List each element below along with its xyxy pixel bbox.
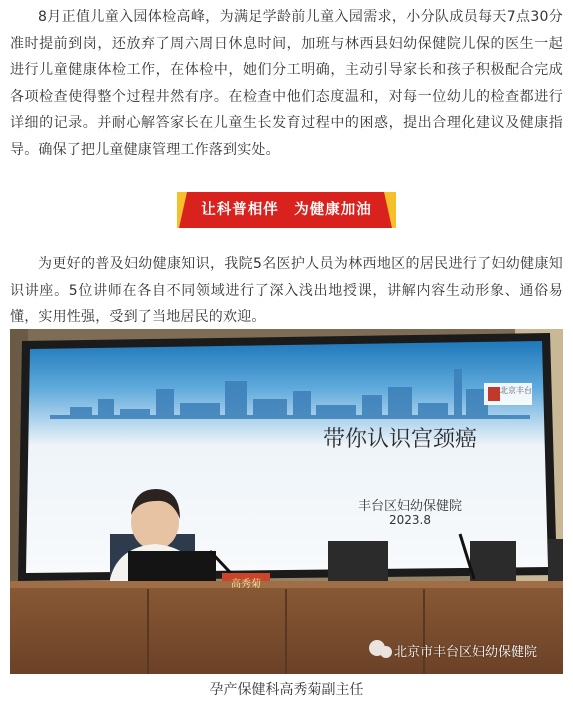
article-paragraph-1: 8月正值儿童入园体检高峰，为满足学龄前儿童入园需求，小分队成员每天7点30分准时提前到岗，还放弃了周六周日休息时间，加班与林西县妇幼保健院儿保的医生一起进行儿童健康体检工作，在体检中，她们分工明确，主动引导家长和孩子积极配合完成各项检查使得整个过程井然有序。在检查中他们态度温和，对每一位幼儿的检查都进行详细的记录。并耐心解答家长在儿童生长发育过程中的困惑，提出合理化建议及健康指导。确保了把儿童健康管理工作落到实处。	[10, 9, 563, 158]
screen-logo: 北京丰台	[500, 386, 532, 395]
lecture-photo	[10, 329, 563, 674]
article-paragraph-2: 为更好的普及妇幼健康知识，我院5名医护人员为林西地区的居民进行了妇幼健康知识讲座。5位讲师在各自不同领域进行了深入浅出地授课，讲解内容生动形象、通俗易懂，实用性强，受到了当地居民的欢迎。	[10, 256, 563, 325]
speaker-nameplate: 高秀菊	[231, 579, 261, 590]
projection-screen	[26, 341, 548, 573]
screen-title: 带你认识宫颈癌	[322, 427, 477, 452]
photo-watermark: 北京市丰台区妇幼保健院	[394, 645, 538, 660]
section-banner	[177, 192, 396, 228]
screen-date: 2023.8	[389, 513, 431, 527]
section-banner-title: 让科普相伴 为健康加油	[201, 202, 372, 218]
photo-caption: 孕产保健科高秀菊副主任	[209, 682, 364, 698]
screen-organization: 丰台区妇幼保健院	[357, 499, 462, 514]
